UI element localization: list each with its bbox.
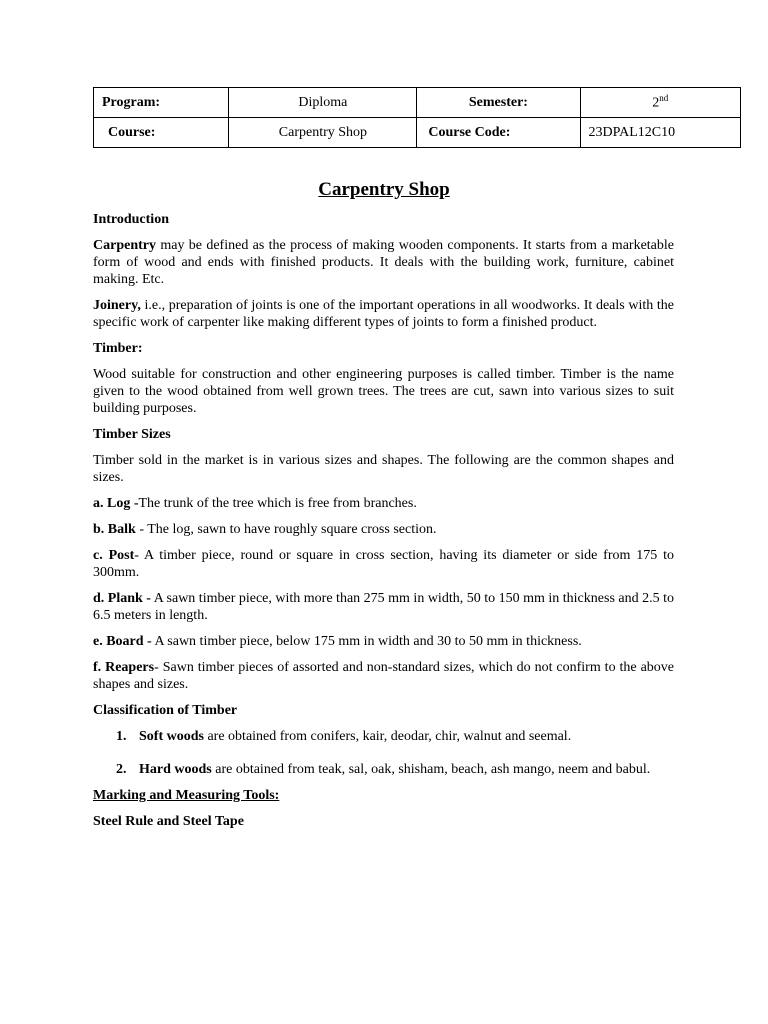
size-term: b. Balk [93, 522, 136, 537]
course-code-value: 23DPAL12C10 [580, 118, 740, 148]
classification-heading: Classification of Timber [93, 703, 238, 718]
size-item-plank [93, 590, 674, 624]
course-value: Carpentry Shop [229, 118, 417, 148]
program-value: Diploma [229, 88, 417, 118]
size-item-reapers [93, 659, 674, 693]
size-term: c. Post [93, 548, 135, 563]
size-text: - Sawn timber pieces of assorted and non-standard sizes, which do not confirm to the above shapes and sizes. [93, 660, 674, 692]
size-item-post [93, 547, 674, 581]
size-term: d. Plank - [93, 591, 151, 606]
size-text: A sawn timber piece, below 175 mm in width and 30 to 50 mm in thickness. [151, 634, 582, 649]
timber-paragraph: Wood suitable for construction and other engineering purposes is called timber. Timber is the name given to the wood obtained from well grown trees. The trees are cut, sawn into various sizes to suit building purposes. [93, 367, 674, 416]
classification-term: Soft woods [139, 729, 204, 744]
course-label: Course: [94, 118, 229, 148]
list-number: 1. [116, 729, 127, 744]
size-term: f. Reapers [93, 660, 155, 675]
classification-text: are obtained from teak, sal, oak, shisham, beach, ash mango, neem and babul. [211, 762, 651, 777]
timber-sizes-paragraph: Timber sold in the market is in various sizes and shapes. The following are the common shapes and sizes. [93, 453, 674, 485]
table-row [94, 88, 741, 118]
size-text: - The log, sawn to have roughly square cross section. [135, 522, 437, 537]
list-item [93, 761, 674, 778]
classification-term: Hard woods [139, 762, 212, 777]
size-item-board [93, 633, 674, 650]
joinery-paragraph [93, 297, 674, 331]
joinery-term: Joinery, [93, 298, 141, 313]
list-number: 2. [116, 762, 127, 777]
size-text: The trunk of the tree which is free from branches. [138, 496, 417, 511]
document-body [93, 211, 674, 839]
marking-tools-heading: Marking and Measuring Tools: [93, 788, 280, 803]
size-text: - A timber piece, round or square in cross section, having its diameter or side from 175 to 300mm. [93, 548, 674, 580]
semester-value: 2 [652, 95, 660, 111]
size-term: e. Board - [93, 634, 152, 649]
table-row [94, 118, 741, 148]
size-item-log [93, 495, 674, 512]
size-text: A sawn timber piece, with more than 275 mm in width, 50 to 150 mm in thickness and 2.5 to 6.5 meters in length. [93, 591, 674, 623]
carpentry-paragraph [93, 237, 674, 288]
timber-heading: Timber: [93, 341, 143, 356]
size-term: a. Log - [93, 496, 139, 511]
page-title: Carpentry Shop [318, 179, 450, 200]
semester-cell [580, 88, 740, 118]
classification-text: are obtained from conifers, kair, deodar, chir, walnut and seemal. [203, 729, 572, 744]
size-item-balk [93, 521, 674, 538]
course-info-table [93, 87, 741, 148]
intro-heading: Introduction [93, 212, 169, 227]
semester-label: Semester: [417, 88, 580, 118]
timber-sizes-heading: Timber Sizes [93, 427, 171, 442]
list-item [93, 728, 674, 745]
course-code-label: Course Code: [417, 118, 580, 148]
classification-list [93, 728, 674, 778]
carpentry-term: Carpentry [93, 238, 156, 253]
joinery-text: i.e., preparation of joints is one of the important operations in all woodworks. It deals with the specific work of carpenter like making different types of joints to form a finished product. [93, 298, 674, 330]
semester-suffix: nd [659, 93, 669, 104]
program-label: Program: [94, 88, 229, 118]
carpentry-text: may be defined as the process of making wooden components. It starts from a marketable form of wood and ends with finished products. It deals with the building work, furniture, cabinet making. Etc. [93, 238, 674, 287]
steel-rule-heading: Steel Rule and Steel Tape [93, 814, 244, 829]
